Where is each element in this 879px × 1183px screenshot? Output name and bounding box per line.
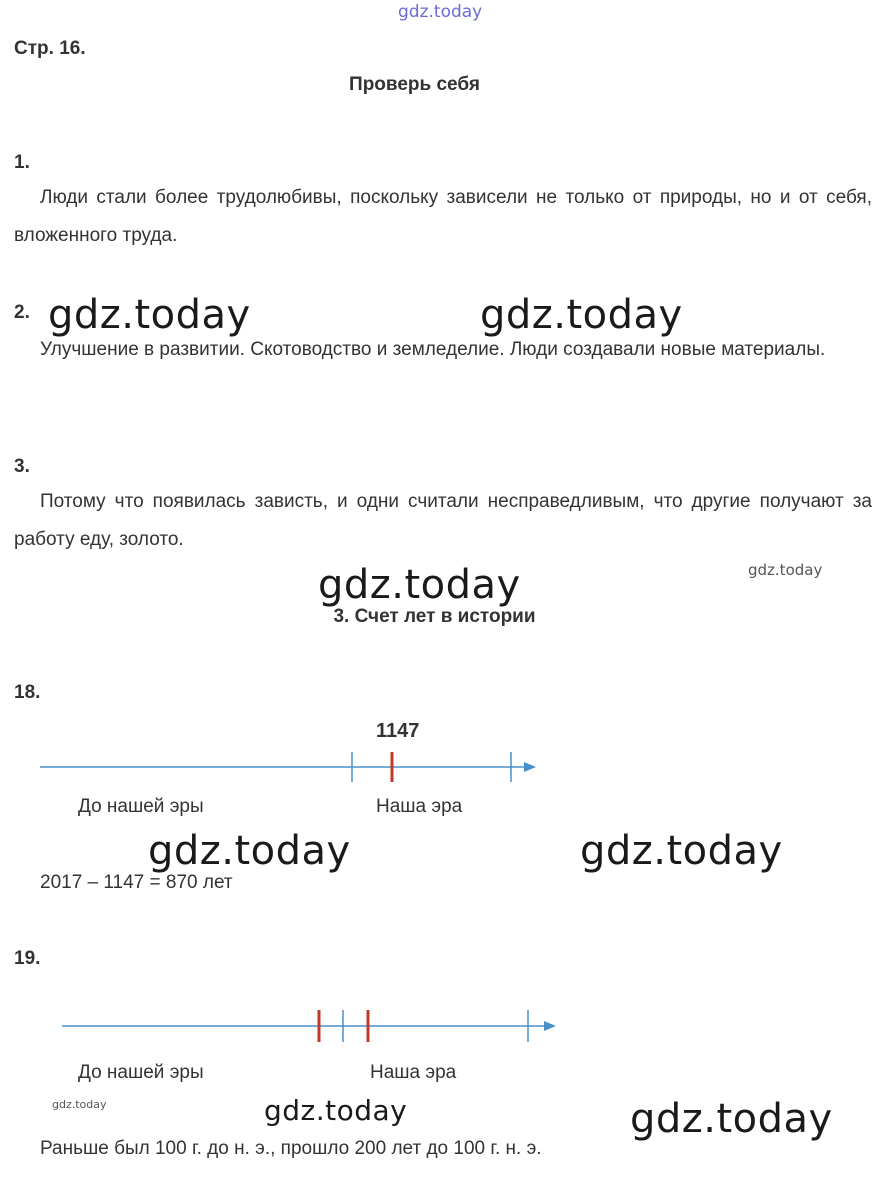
item-number-1: 1. bbox=[14, 152, 30, 173]
page-number: Стр. 16. bbox=[14, 38, 86, 59]
watermark: gdz.today bbox=[148, 828, 351, 874]
watermark: gdz.today bbox=[580, 828, 783, 874]
watermark: gdz.today bbox=[480, 292, 683, 338]
item-text-1-content: Люди стали более трудолюбивы, поскольку зависели не только от природы, но и от себя, вложенного труда. bbox=[14, 187, 872, 246]
timeline-bc-label: До нашей эры bbox=[78, 1062, 204, 1083]
timeline-arrow bbox=[524, 762, 536, 772]
item-text-2-content: Улучшение в развитии. Скотоводство и земледелие. Люди создавали новые материалы. bbox=[40, 339, 826, 360]
answer-text: Раньше был 100 г. до н. э., прошло 200 лет до 100 г. н. э. bbox=[40, 1138, 542, 1159]
timeline-ad-label: Наша эра bbox=[370, 1062, 457, 1083]
item-number-2: 2. bbox=[14, 302, 30, 323]
watermark: gdz.today bbox=[48, 292, 251, 338]
timeline-bc-label: До нашей эры bbox=[78, 796, 204, 817]
item-text-1 bbox=[14, 179, 872, 255]
timeline-ad-label: Наша эра bbox=[376, 796, 463, 817]
watermark: gdz.today bbox=[748, 561, 823, 579]
item-text-2 bbox=[14, 331, 872, 369]
item-text-3 bbox=[14, 483, 872, 559]
calculation-text: 2017 – 1147 = 870 лет bbox=[40, 872, 233, 893]
task-number-18: 18. bbox=[14, 682, 41, 703]
timeline-19 bbox=[0, 1000, 580, 1050]
timeline-arrow bbox=[544, 1021, 556, 1031]
watermark: gdz.today bbox=[52, 1098, 107, 1111]
watermark: gdz.today bbox=[630, 1096, 833, 1142]
watermark: gdz.today bbox=[264, 1094, 408, 1127]
timeline-mark-label: 1147 bbox=[376, 720, 420, 742]
watermark: gdz.today bbox=[318, 562, 521, 608]
item-text-3-content: Потому что появилась зависть, и одни считали несправедливым, что другие получают за работу еду, золото. bbox=[14, 491, 872, 550]
task-number-19: 19. bbox=[14, 948, 41, 969]
watermark-top: gdz.today bbox=[398, 2, 483, 22]
section-title-check: Проверь себя bbox=[349, 74, 480, 95]
item-number-3: 3. bbox=[14, 456, 30, 477]
timeline-18 bbox=[0, 740, 560, 790]
section-title-chronology: 3. Счет лет в истории bbox=[333, 606, 536, 627]
